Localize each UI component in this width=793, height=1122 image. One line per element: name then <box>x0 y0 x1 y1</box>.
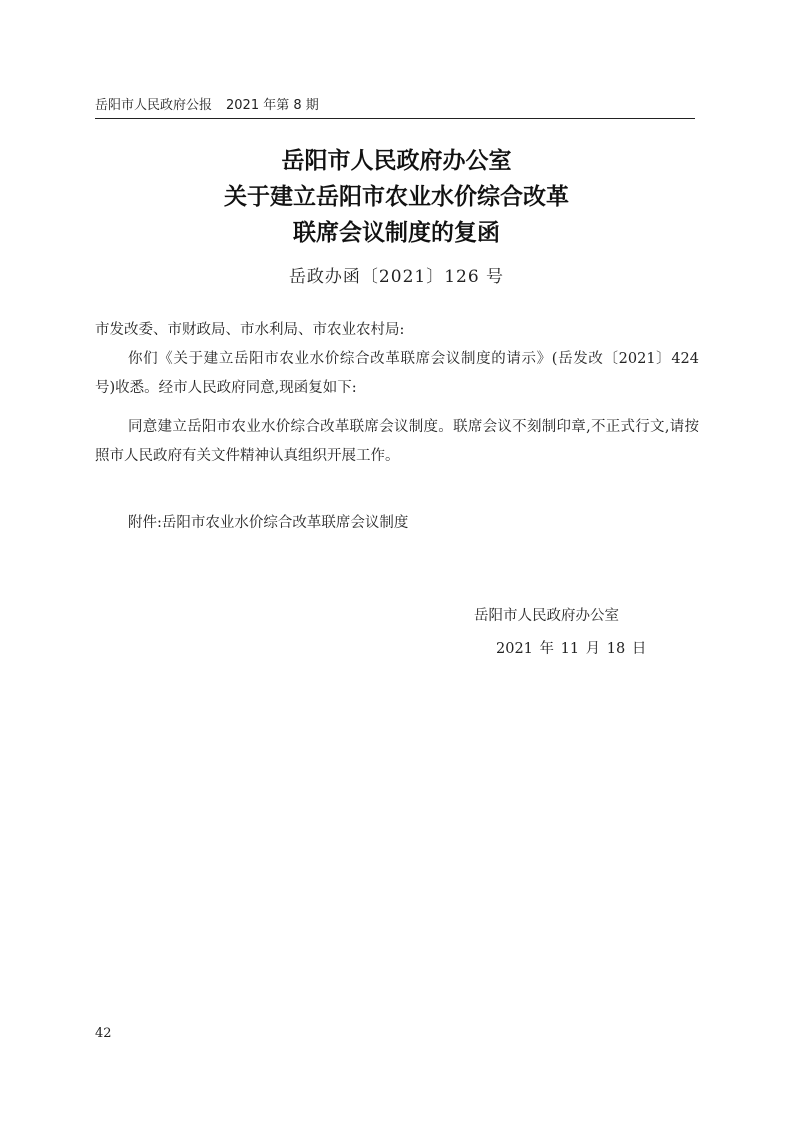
signature-organization: 岳阳市人民政府办公室 <box>474 608 619 624</box>
signature-date: 2021 年 11 月 18 日 <box>496 641 647 657</box>
attachment-line: 附件:岳阳市农业水价综合改革联席会议制度 <box>128 515 409 531</box>
title-line-3: 联席会议制度的复函 <box>293 219 500 246</box>
header-publication: 岳阳市人民政府公报 <box>95 98 213 113</box>
title-line-2: 关于建立岳阳市农业水价综合改革 <box>224 183 569 210</box>
title-line-1: 岳阳市人民政府办公室 <box>281 147 512 174</box>
recipients-line: 市发改委、市财政局、市水利局、市农业农村局: <box>95 322 405 338</box>
body-paragraph-1: 你们《关于建立岳阳市农业水价综合改革联席会议制度的请示》(岳发改〔2021〕424 号)收悉。经市人民政府同意,现函复如下: <box>95 351 699 396</box>
page-number: 42 <box>95 1026 112 1041</box>
document-number: 岳政办函〔2021〕126 号 <box>288 267 505 287</box>
document-title <box>0 143 793 251</box>
page-header <box>95 96 695 119</box>
header-issue: 2021 年第 8 期 <box>226 98 319 113</box>
body-paragraph-2: 同意建立岳阳市农业水价综合改革联席会议制度。联席会议不刻制印章,不正式行文,请按照市人民政府有关文件精神认真组织开展工作。 <box>95 419 699 464</box>
